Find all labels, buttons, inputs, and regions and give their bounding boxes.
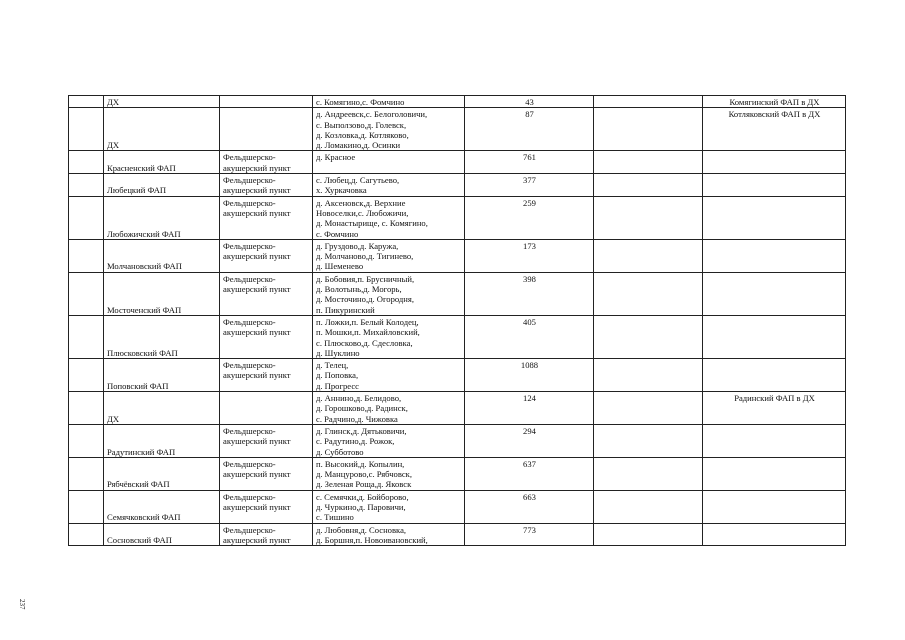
cell-line: акушерский пункт (223, 162, 291, 173)
cell-line: п. Высокий,д. Копылин, (316, 458, 405, 469)
population-cell: 43 (465, 96, 594, 108)
cell-line: д. Горошково,д. Радинск, (316, 403, 408, 414)
cell-line: Фельдшерско- (223, 458, 276, 469)
note-cell (703, 523, 846, 546)
cell-line: Фельдшерско- (223, 524, 276, 535)
cell-line: Фельдшерско- (223, 273, 276, 284)
table-row (69, 490, 846, 523)
cell-line: д. Мосточино,д. Огородня, (316, 294, 415, 305)
empty-cell (69, 108, 104, 151)
population-cell: 398 (465, 272, 594, 315)
cell-line: д. Монастырище, с. Комягино, (316, 218, 428, 229)
empty-cell (594, 96, 703, 108)
table-row (69, 359, 846, 392)
facility-type-cell (220, 196, 313, 239)
empty-cell (594, 239, 703, 272)
empty-cell (594, 108, 703, 151)
facility-type-cell (220, 239, 313, 272)
empty-cell (69, 174, 104, 197)
cell-line: акушерский пункт (223, 284, 291, 295)
cell-line: акушерский пункт (223, 370, 291, 381)
settlements-cell (313, 490, 465, 523)
cell-line: д. Аксеновск,д. Верхние (316, 197, 406, 208)
note-cell (703, 424, 846, 457)
facility-name-cell: Радутинский ФАП (104, 424, 220, 457)
empty-cell (69, 490, 104, 523)
facility-name-cell: Рябчёвский ФАП (104, 457, 220, 490)
cell-line: д. Андреевск,с. Белоголовичи, (316, 109, 428, 120)
cell-line: с. Выползово,д. Голевск, (316, 119, 407, 130)
empty-cell (594, 272, 703, 315)
facility-name-cell: Сосновский ФАП (104, 523, 220, 546)
empty-cell (594, 523, 703, 546)
cell-line: Фельдшерско- (223, 240, 276, 251)
note-cell (703, 239, 846, 272)
facility-type-cell (220, 424, 313, 457)
facility-name-cell: Красненский ФАП (104, 151, 220, 174)
page-number: 237 (18, 599, 26, 610)
table-body (69, 96, 846, 546)
cell-line: с. Любец,д. Сагутьево, (316, 175, 400, 186)
table-row (69, 523, 846, 546)
cell-line: д. Боршня,п. Новоивановский, (316, 534, 428, 545)
cell-line: с. Плюсково,д. Сдесловка, (316, 337, 413, 348)
facility-name-cell: Мосточенский ФАП (104, 272, 220, 315)
cell-line: д. Козловка,д. Котляково, (316, 129, 409, 140)
facility-name-cell: Любожичский ФАП (104, 196, 220, 239)
cell-line: Фельдшерско- (223, 491, 276, 502)
note-cell (703, 359, 846, 392)
cell-line: д. Ломакино,д. Осинки (316, 140, 401, 151)
empty-cell (69, 196, 104, 239)
cell-line: д. Молчаново,д. Тигинево, (316, 251, 414, 262)
settlements-cell (313, 457, 465, 490)
population-cell: 761 (465, 151, 594, 174)
settlements-cell (313, 315, 465, 358)
cell-line: акушерский пункт (223, 327, 291, 338)
facility-type-cell (220, 523, 313, 546)
settlements-cell (313, 359, 465, 392)
population-cell: 87 (465, 108, 594, 151)
empty-cell (69, 239, 104, 272)
table-row (69, 272, 846, 315)
empty-cell (594, 151, 703, 174)
settlements-cell (313, 239, 465, 272)
facility-type-cell (220, 108, 313, 151)
settlements-cell (313, 151, 465, 174)
note-cell: Радинский ФАП в ДХ (703, 392, 846, 425)
empty-cell (69, 96, 104, 108)
cell-line: Фельдшерско- (223, 197, 276, 208)
facility-name-cell: Молчановский ФАП (104, 239, 220, 272)
settlements-cell (313, 196, 465, 239)
empty-cell (594, 196, 703, 239)
cell-line: д. Прогресс (316, 380, 359, 391)
cell-line: х. Хуркачовка (316, 185, 367, 196)
cell-line: д. Субботово (316, 446, 364, 457)
facility-name-cell: Плюсковский ФАП (104, 315, 220, 358)
empty-cell (69, 359, 104, 392)
cell-line: д. Бобовия,п. Брусничный, (316, 273, 415, 284)
empty-cell (69, 315, 104, 358)
cell-line: д. Зеленая Роща,д. Яковск (316, 479, 412, 490)
cell-line: акушерский пункт (223, 436, 291, 447)
table-row (69, 392, 846, 425)
empty-cell (69, 151, 104, 174)
population-cell: 637 (465, 457, 594, 490)
empty-cell (69, 272, 104, 315)
cell-line: д. Шуклино (316, 347, 360, 358)
facility-type-cell (220, 151, 313, 174)
cell-line: д. Аннино,д. Белидово, (316, 393, 402, 404)
cell-line: с. Радутино,д. Рожок, (316, 436, 395, 447)
facility-type-cell (220, 315, 313, 358)
facility-type-cell (220, 457, 313, 490)
cell-line: акушерский пункт (223, 501, 291, 512)
table-row (69, 457, 846, 490)
cell-line: д. Телец, (316, 360, 349, 371)
settlements-cell (313, 392, 465, 425)
settlements-cell (313, 523, 465, 546)
note-cell (703, 151, 846, 174)
facility-name-cell: Любецкий ФАП (104, 174, 220, 197)
cell-line: с. Радчино,д. Чижовка (316, 413, 398, 424)
cell-line: акушерский пункт (223, 207, 291, 218)
population-cell: 773 (465, 523, 594, 546)
cell-line: п. Ложки,п. Белый Колодец, (316, 316, 419, 327)
note-cell (703, 457, 846, 490)
empty-cell (594, 392, 703, 425)
table-row (69, 315, 846, 358)
table-row (69, 151, 846, 174)
cell-line: Фельдшерско- (223, 316, 276, 327)
facility-type-cell (220, 490, 313, 523)
population-cell: 173 (465, 239, 594, 272)
settlements-cell (313, 108, 465, 151)
facility-type-cell (220, 359, 313, 392)
facility-name-cell: ДХ (104, 96, 220, 108)
cell-line: Фельдшерско- (223, 425, 276, 436)
population-cell: 377 (465, 174, 594, 197)
note-cell (703, 490, 846, 523)
cell-line: д. Манцурово,с. Рябчовск, (316, 469, 412, 480)
note-cell: Комягинский ФАП в ДХ (703, 96, 846, 108)
settlements-cell (313, 96, 465, 108)
cell-line: Фельдшерско- (223, 152, 276, 163)
empty-cell (594, 457, 703, 490)
facilities-table (68, 95, 846, 546)
population-cell: 259 (465, 196, 594, 239)
facility-type-cell (220, 174, 313, 197)
cell-line: д. Чуркино,д. Паровичи, (316, 501, 406, 512)
population-cell: 663 (465, 490, 594, 523)
cell-line: д. Глинск,д. Дятьковичи, (316, 425, 407, 436)
cell-line: с. Тишино (316, 512, 354, 523)
note-cell (703, 196, 846, 239)
cell-line: д. Любовня,д. Сосновка, (316, 524, 407, 535)
settlements-cell (313, 174, 465, 197)
note-cell (703, 174, 846, 197)
cell-line: Фельдшерско- (223, 175, 276, 186)
settlements-cell (313, 272, 465, 315)
cell-line: Новоселки,с. Любожичи, (316, 207, 409, 218)
note-cell: Котляковский ФАП в ДХ (703, 108, 846, 151)
facility-type-cell (220, 392, 313, 425)
cell-line: с. Комягино,с. Фомчино (316, 97, 405, 107)
table-row (69, 96, 846, 108)
cell-line: п. Пикуринский (316, 304, 375, 315)
empty-cell (594, 174, 703, 197)
cell-line: д. Шеменево (316, 261, 364, 272)
table-row (69, 424, 846, 457)
empty-cell (594, 490, 703, 523)
population-cell: 124 (465, 392, 594, 425)
note-cell (703, 315, 846, 358)
table-row (69, 196, 846, 239)
population-cell: 405 (465, 315, 594, 358)
facility-name-cell: Семячковский ФАП (104, 490, 220, 523)
empty-cell (69, 523, 104, 546)
empty-cell (594, 359, 703, 392)
facility-type-cell (220, 272, 313, 315)
cell-line: акушерский пункт (223, 185, 291, 196)
cell-line: д. Волотынь,д. Могорь, (316, 284, 402, 295)
facility-name-cell: Поповский ФАП (104, 359, 220, 392)
empty-cell (69, 392, 104, 425)
cell-line: д. Поповка, (316, 370, 359, 381)
empty-cell (594, 424, 703, 457)
cell-line: акушерский пункт (223, 469, 291, 480)
cell-line: д. Красное (316, 152, 356, 163)
facility-name-cell: ДХ (104, 392, 220, 425)
cell-line: Фельдшерско- (223, 360, 276, 371)
empty-cell (69, 424, 104, 457)
cell-line: акушерский пункт (223, 534, 291, 545)
cell-line: д. Груздово,д. Каружа, (316, 240, 399, 251)
table-row (69, 174, 846, 197)
cell-line: п. Мошки,п. Михайловский, (316, 327, 420, 338)
note-cell (703, 272, 846, 315)
facility-type-cell (220, 96, 313, 108)
population-cell: 294 (465, 424, 594, 457)
table-row (69, 239, 846, 272)
cell-line: с. Фомчино (316, 228, 359, 239)
table-row (69, 108, 846, 151)
empty-cell (69, 457, 104, 490)
empty-cell (594, 315, 703, 358)
cell-line: акушерский пункт (223, 251, 291, 262)
cell-line: с. Семячки,д. Бойборово, (316, 491, 409, 502)
population-cell: 1088 (465, 359, 594, 392)
settlements-cell (313, 424, 465, 457)
facility-name-cell: ДХ (104, 108, 220, 151)
